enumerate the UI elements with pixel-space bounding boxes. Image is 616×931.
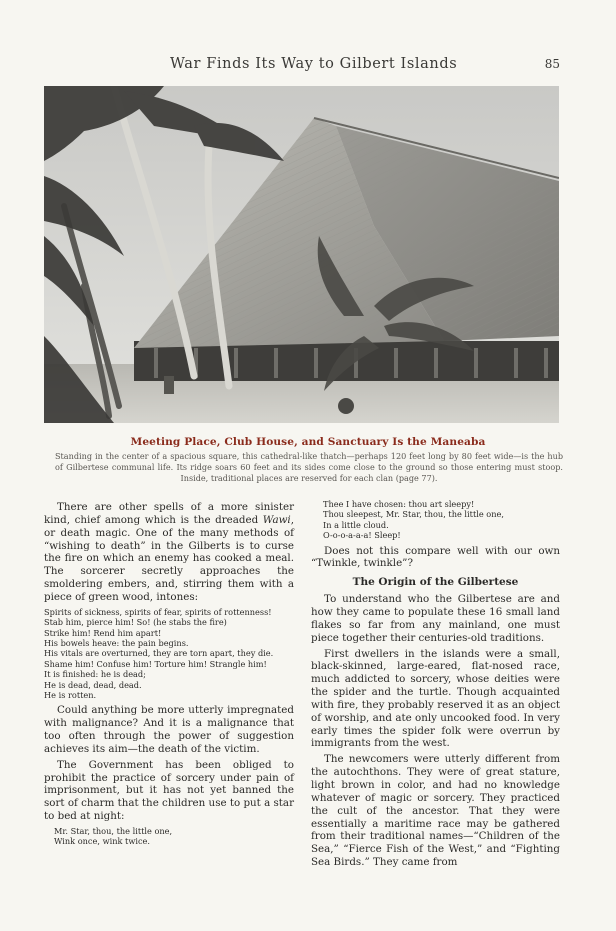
- chant-line: He is rotten.: [44, 690, 97, 700]
- chant-line: He is dead, dead, dead.: [44, 679, 142, 690]
- paragraph-government: The Government has been obliged to prohibit the practice of sorcery under pain of imprisonment, but it has not yet banned the sort of charm that the children use to put a star to bed at night:: [44, 758, 294, 823]
- chant-line: Stab him, pierce him! So! (he stabs the fire): [44, 617, 227, 628]
- maneaba-photo-illustration: [44, 86, 559, 423]
- chant-line: It is finished: he is dead;: [44, 669, 146, 680]
- lullaby-line: In a little cloud.: [323, 519, 389, 530]
- lullaby-line: O-o-o-a-a-a! Sleep!: [323, 530, 401, 541]
- right-column: [311, 499, 560, 872]
- chant-line: Strike him! Rend him apart!: [44, 627, 162, 638]
- paragraph-newcomers: The newcomers were utterly different from the autochthons. They were of great stature, light brown in color, and had no knowledge whatever of magic or sorcery. They practiced the cult of the ancestor. That they were essentially a maritime race may be gathered from their traditional names—“Children of the Sea,” “Fierce Fish of the West,” and “Fighting Sea Birds.” They came from: [311, 753, 560, 869]
- lullaby-line: Wink once, wink twice.: [54, 836, 150, 847]
- star-lullaby-start: [44, 826, 294, 847]
- paragraph-twinkle: Does not this compare well with our own “Twinkle, twinkle”?: [311, 544, 560, 570]
- star-lullaby-end: [311, 499, 560, 541]
- lullaby-line: Thee I have chosen: thou art sleepy!: [323, 499, 475, 509]
- lullaby-line: Mr. Star, thou, the little one,: [54, 826, 173, 836]
- paragraph-first-dwellers: First dwellers in the islands were a small, black-skinned, large-eared, flat-nosed race, much addicted to sorcery, whose deities were the spider and the turtle. Though acquainted with fire, they probably reserved it as an object of worship, and ate only uncooked food. In very early times the spider folk were overrun by immigrants from the west.: [311, 647, 560, 750]
- chant-line: His bowels heave: the pain begins.: [44, 637, 189, 648]
- caption-title: Meeting Place, Club House, and Sanctuary Is the Maneaba: [130, 436, 486, 448]
- paragraph-malignance: Could anything be more utterly impregnated with malignance? And it is a malignance that too often through the power of suggestion achieves its aim—the death of the victim.: [44, 704, 294, 755]
- running-title: War Finds Its Way to Gilbert Islands: [170, 56, 458, 72]
- maneaba-photo: [44, 86, 559, 423]
- left-column: [44, 501, 294, 851]
- curse-chant: [44, 607, 294, 701]
- page-number: 85: [544, 57, 560, 71]
- paragraph-text: There are other spells of a more sinister kind, chief among which is the dreaded: [44, 501, 294, 526]
- paragraph-death-magic: [44, 501, 294, 604]
- italic-term: Wawi: [262, 513, 291, 526]
- lullaby-line: Thou sleepest, Mr. Star, thou, the little one,: [323, 509, 504, 520]
- caption-body: Standing in the center of a spacious square, this cathedral-like thatch—perhaps 120 feet long by 80 feet wide—is the hub of Gilbertese communal life. Its ridge soars 60 feet and its sides come close to the ground so those entering must stoop. Inside, traditional places are reserved for each clan (page 77).: [55, 451, 563, 483]
- chant-line: Spirits of sickness, spirits of fear, spirits of rottenness!: [44, 606, 272, 617]
- chant-line: Shame him! Confuse him! Torture him! Strangle him!: [44, 658, 267, 669]
- paragraph-text: , or death magic. One of the many methods of “wishing to death” in the Gilberts is to curse the fire on which an enemy has cooked a meal. The sorcerer secretly approaches the smoldering embers, and, stirring them with a piece of green wood, intones:: [44, 513, 294, 603]
- section-heading: The Origin of the Gilbertese: [352, 576, 519, 589]
- page-header: [0, 56, 616, 76]
- chant-line: His vitals are overturned, they are torn apart, they die.: [44, 648, 274, 659]
- paragraph-traditions: To understand who the Gilbertese are and how they came to populate these 16 small land flakes so far from any mainland, one must piece together their centuries-old traditions.: [311, 593, 560, 644]
